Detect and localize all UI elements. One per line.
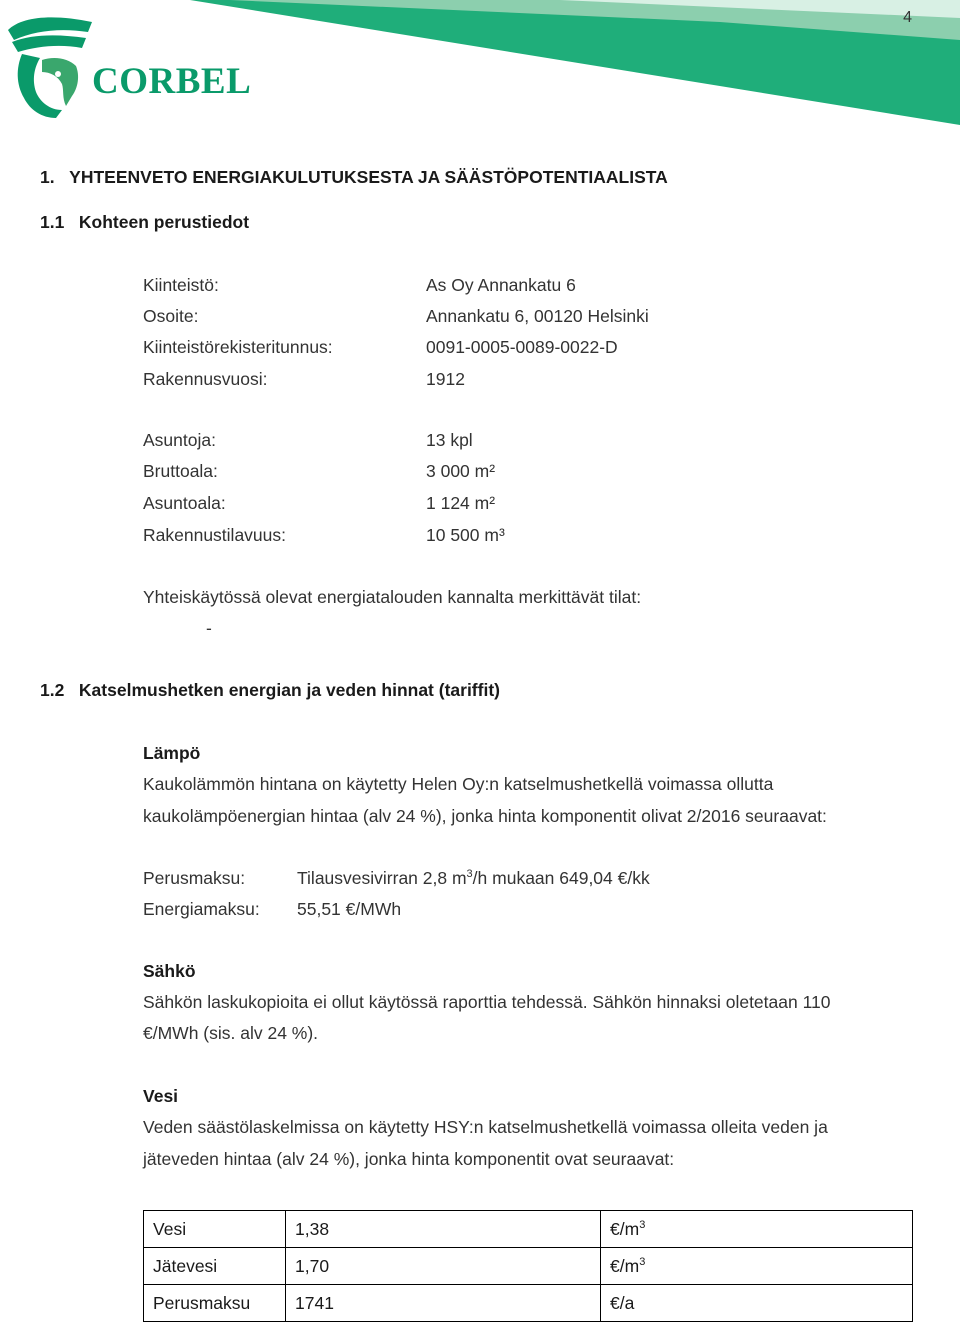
water-text-line-2: jäteveden hintaa (alv 24 %), jonka hinta komponentit ovat seuraavat: bbox=[143, 1149, 675, 1169]
section-1-1-heading: 1.1 Kohteen perustiedot bbox=[40, 212, 250, 232]
fact-label-register-id: Kiinteistörekisteritunnus: bbox=[143, 337, 333, 357]
table-cell-name: Vesi bbox=[144, 1211, 286, 1248]
fact-value-apartment-area: 1 124 m² bbox=[426, 493, 496, 513]
table-row bbox=[144, 1211, 913, 1248]
fact-label-apartment-area: Asuntoala: bbox=[143, 493, 226, 513]
fact-label-gross-area: Bruttoala: bbox=[143, 461, 218, 481]
page-number: 4 bbox=[903, 9, 912, 26]
table-cell-price: 1,38 bbox=[286, 1211, 601, 1248]
table-cell-unit: €/a bbox=[601, 1285, 913, 1322]
fact-label-building-volume: Rakennustilavuus: bbox=[143, 525, 286, 545]
fact-value-building-volume: 10 500 m³ bbox=[426, 525, 505, 545]
heat-text-line-2: kaukolämpöenergian hintaa (alv 24 %), jonka hinta komponentit olivat 2/2016 seuraavat: bbox=[143, 806, 827, 826]
table-row bbox=[144, 1248, 913, 1285]
fact-value-build-year: 1912 bbox=[426, 369, 465, 389]
water-text-line-1: Veden säästölaskelmissa on käytetty HSY:n katselmushetkellä voimassa olleita veden ja bbox=[143, 1117, 828, 1137]
heat-title: Lämpö bbox=[143, 743, 201, 763]
heat-base-fee-label: Perusmaksu: bbox=[143, 868, 246, 888]
shared-spaces-text: Yhteiskäytössä olevat energiatalouden kannalta merkittävät tilat: bbox=[143, 587, 642, 607]
fact-label-build-year: Rakennusvuosi: bbox=[143, 369, 268, 389]
table-row bbox=[144, 1285, 913, 1322]
heat-text-line-1: Kaukolämmön hintana on käytetty Helen Oy:n katselmushetkellä voimassa ollutta bbox=[143, 774, 774, 794]
fact-value-property: As Oy Annankatu 6 bbox=[426, 275, 576, 295]
table-cell-unit: $€/m^3$ bbox=[601, 1248, 913, 1285]
section-1-2-heading: 1.2 Katselmushetken energian ja veden hinnat (tariffit) bbox=[40, 680, 500, 700]
fact-label-apartments: Asuntoja: bbox=[143, 430, 216, 450]
fact-value-address: Annankatu 6, 00120 Helsinki bbox=[426, 306, 649, 326]
corbel-wordmark: CORBEL bbox=[92, 61, 252, 102]
table-cell-unit: $€/m^3$ bbox=[601, 1211, 913, 1248]
water-title: Vesi bbox=[143, 1086, 179, 1106]
electricity-text-line-1: Sähkön laskukopioita ei ollut käytössä raporttia tehdessä. Sähkön hinnaksi oletetaan 110 bbox=[143, 992, 831, 1012]
fact-label-property: Kiinteistö: bbox=[143, 275, 219, 295]
electricity-text-line-2: €/MWh (sis. alv 24 %). bbox=[143, 1023, 319, 1043]
heat-base-fee-value: Tilausvesivirran 2,8 $m^3/h$ mukaan 649,04 €/kk bbox=[297, 868, 650, 888]
section-1-heading: 1. YHTEENVETO ENERGIAKULUTUKSESTA JA SÄÄSTÖPOTENTIAALISTA bbox=[40, 167, 668, 187]
corbel-logo-icon bbox=[2, 6, 97, 124]
electricity-title: Sähkö bbox=[143, 961, 196, 981]
water-tariff-table bbox=[143, 1210, 913, 1322]
fact-value-apartments: 13 kpl bbox=[426, 430, 473, 450]
heat-energy-fee-label: Energiamaksu: bbox=[143, 899, 260, 919]
shared-spaces-item: - bbox=[206, 618, 212, 638]
heat-energy-fee-value: 55,51 €/MWh bbox=[297, 899, 402, 919]
table-cell-name: Perusmaksu bbox=[144, 1285, 286, 1322]
fact-value-register-id: 0091-0005-0089-0022-D bbox=[426, 337, 618, 357]
table-cell-name: Jätevesi bbox=[144, 1248, 286, 1285]
table-cell-price: 1741 bbox=[286, 1285, 601, 1322]
fact-value-gross-area: 3 000 m² bbox=[426, 461, 496, 481]
fact-label-address: Osoite: bbox=[143, 306, 199, 326]
table-cell-price: 1,70 bbox=[286, 1248, 601, 1285]
